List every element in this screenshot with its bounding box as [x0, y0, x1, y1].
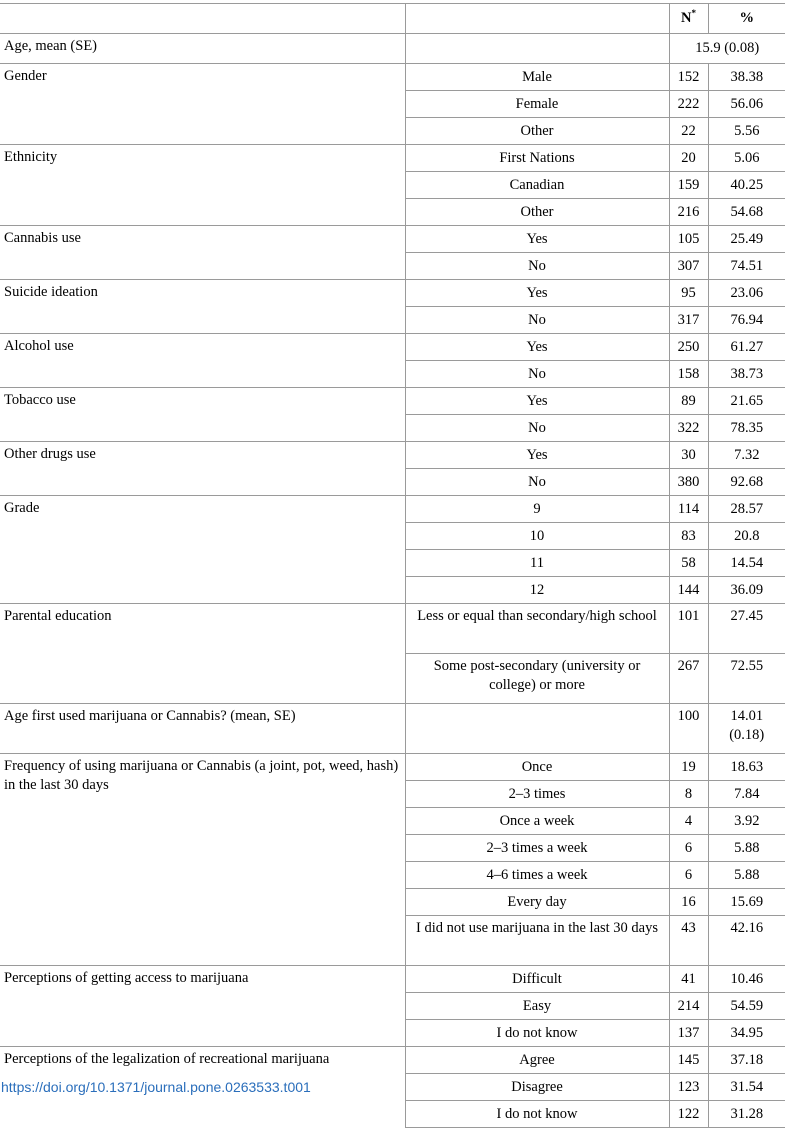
option-cell: 9	[405, 496, 669, 523]
percent-cell: 23.06	[708, 280, 785, 307]
option-cell: Yes	[405, 442, 669, 469]
category-label: Tobacco use	[0, 388, 405, 442]
percent-cell: 31.28	[708, 1101, 785, 1128]
n-cell: 43	[669, 916, 708, 966]
header-row	[0, 4, 785, 34]
n-cell: 8	[669, 781, 708, 808]
option-cell: First Nations	[405, 145, 669, 172]
option-cell: Some post-secondary (university or college) or more	[405, 654, 669, 704]
percent-cell: 37.18	[708, 1047, 785, 1074]
percent-cell: 42.16	[708, 916, 785, 966]
header-blank-cell	[0, 4, 405, 34]
option-cell: Easy	[405, 993, 669, 1020]
n-cell: 250	[669, 334, 708, 361]
percent-cell: 92.68	[708, 469, 785, 496]
table-row	[0, 64, 785, 91]
n-cell: 6	[669, 835, 708, 862]
table-row	[0, 754, 785, 781]
percent-cell: 54.68	[708, 199, 785, 226]
n-cell: 144	[669, 577, 708, 604]
option-cell: 11	[405, 550, 669, 577]
option-cell: 4–6 times a week	[405, 862, 669, 889]
percent-cell: 5.88	[708, 862, 785, 889]
option-cell: Yes	[405, 334, 669, 361]
n-cell: 22	[669, 118, 708, 145]
option-cell: 2–3 times	[405, 781, 669, 808]
n-cell: 100	[669, 704, 708, 754]
percent-cell: 5.06	[708, 145, 785, 172]
option-cell: Other	[405, 118, 669, 145]
category-label: Grade	[0, 496, 405, 604]
table-row	[0, 1047, 785, 1074]
n-cell: 101	[669, 604, 708, 654]
category-label: Perceptions of the legalization of recreational marijuana	[0, 1047, 405, 1128]
n-cell: 222	[669, 91, 708, 118]
option-cell: Yes	[405, 280, 669, 307]
category-label: Age first used marijuana or Cannabis? (mean, SE)	[0, 704, 405, 754]
n-cell: 145	[669, 1047, 708, 1074]
header-pct-cell: %	[708, 4, 785, 34]
option-cell: Disagree	[405, 1074, 669, 1101]
n-cell: 307	[669, 253, 708, 280]
percent-cell: 21.65	[708, 388, 785, 415]
option-cell: Male	[405, 64, 669, 91]
option-cell: Less or equal than secondary/high school	[405, 604, 669, 654]
age-row	[0, 34, 785, 64]
header-n-label: N	[681, 10, 692, 26]
category-label: Ethnicity	[0, 145, 405, 226]
percent-cell: 20.8	[708, 523, 785, 550]
n-cell: 89	[669, 388, 708, 415]
n-cell: 16	[669, 889, 708, 916]
n-cell: 216	[669, 199, 708, 226]
option-cell: Yes	[405, 388, 669, 415]
percent-cell: 14.54	[708, 550, 785, 577]
percent-cell: 15.69	[708, 889, 785, 916]
option-cell: Agree	[405, 1047, 669, 1074]
table-row	[0, 226, 785, 253]
n-cell: 317	[669, 307, 708, 334]
table-row	[0, 496, 785, 523]
percent-cell: 28.57	[708, 496, 785, 523]
table-row	[0, 704, 785, 754]
percent-cell: 5.56	[708, 118, 785, 145]
option-cell: Every day	[405, 889, 669, 916]
n-cell: 19	[669, 754, 708, 781]
option-cell: Yes	[405, 226, 669, 253]
n-cell: 58	[669, 550, 708, 577]
percent-cell: 36.09	[708, 577, 785, 604]
n-cell: 214	[669, 993, 708, 1020]
n-cell: 152	[669, 64, 708, 91]
percent-cell: 10.46	[708, 966, 785, 993]
n-cell: 6	[669, 862, 708, 889]
option-cell	[405, 704, 669, 754]
percent-cell: 56.06	[708, 91, 785, 118]
category-label: Gender	[0, 64, 405, 145]
option-cell: No	[405, 415, 669, 442]
category-label: Alcohol use	[0, 334, 405, 388]
n-cell: 20	[669, 145, 708, 172]
n-cell: 267	[669, 654, 708, 704]
age-label: Age, mean (SE)	[0, 34, 405, 64]
table-row	[0, 280, 785, 307]
percent-cell: 31.54	[708, 1074, 785, 1101]
category-label: Suicide ideation	[0, 280, 405, 334]
option-cell: Canadian	[405, 172, 669, 199]
percent-cell: 54.59	[708, 993, 785, 1020]
option-cell: 10	[405, 523, 669, 550]
percent-cell: 25.49	[708, 226, 785, 253]
n-cell: 122	[669, 1101, 708, 1128]
percent-cell: 14.01 (0.18)	[708, 704, 785, 754]
option-cell: I did not use marijuana in the last 30 days	[405, 916, 669, 966]
percent-cell: 7.32	[708, 442, 785, 469]
percent-cell: 18.63	[708, 754, 785, 781]
n-cell: 105	[669, 226, 708, 253]
header-n-marker: *	[691, 8, 696, 19]
option-cell: No	[405, 253, 669, 280]
percent-cell: 38.73	[708, 361, 785, 388]
percent-cell: 38.38	[708, 64, 785, 91]
percent-cell: 61.27	[708, 334, 785, 361]
table-row	[0, 145, 785, 172]
option-cell: No	[405, 469, 669, 496]
age-value: 15.9 (0.08)	[669, 34, 785, 64]
n-cell: 137	[669, 1020, 708, 1047]
category-label: Other drugs use	[0, 442, 405, 496]
percent-cell: 27.45	[708, 604, 785, 654]
category-label: Frequency of using marijuana or Cannabis (a joint, pot, weed, hash) in the last 30 days	[0, 754, 405, 966]
n-cell: 380	[669, 469, 708, 496]
n-cell: 30	[669, 442, 708, 469]
doi-link[interactable]: https://doi.org/10.1371/journal.pone.0263533.t001	[1, 1079, 311, 1095]
option-cell: Other	[405, 199, 669, 226]
percent-cell: 76.94	[708, 307, 785, 334]
table-row	[0, 966, 785, 993]
header-n-cell	[669, 4, 708, 34]
percent-cell: 74.51	[708, 253, 785, 280]
age-blank-cell	[405, 34, 669, 64]
option-cell: I do not know	[405, 1020, 669, 1047]
percent-cell: 5.88	[708, 835, 785, 862]
option-cell: Difficult	[405, 966, 669, 993]
table-row	[0, 442, 785, 469]
n-cell: 83	[669, 523, 708, 550]
n-cell: 4	[669, 808, 708, 835]
n-cell: 158	[669, 361, 708, 388]
percent-cell: 7.84	[708, 781, 785, 808]
option-cell: I do not know	[405, 1101, 669, 1128]
option-cell: 2–3 times a week	[405, 835, 669, 862]
option-cell: Once	[405, 754, 669, 781]
n-cell: 159	[669, 172, 708, 199]
option-cell: No	[405, 361, 669, 388]
n-cell: 322	[669, 415, 708, 442]
n-cell: 114	[669, 496, 708, 523]
percent-cell: 34.95	[708, 1020, 785, 1047]
table-row	[0, 604, 785, 654]
table-row	[0, 334, 785, 361]
category-label: Cannabis use	[0, 226, 405, 280]
table-row	[0, 388, 785, 415]
n-cell: 95	[669, 280, 708, 307]
percent-cell: 3.92	[708, 808, 785, 835]
option-cell: No	[405, 307, 669, 334]
n-cell: 41	[669, 966, 708, 993]
category-label: Perceptions of getting access to marijuana	[0, 966, 405, 1047]
percent-cell: 78.35	[708, 415, 785, 442]
characteristics-table	[0, 3, 785, 1128]
option-cell: 12	[405, 577, 669, 604]
n-cell: 123	[669, 1074, 708, 1101]
percent-cell: 72.55	[708, 654, 785, 704]
option-cell: Female	[405, 91, 669, 118]
category-label: Parental education	[0, 604, 405, 704]
percent-cell: 40.25	[708, 172, 785, 199]
header-option-cell	[405, 4, 669, 34]
option-cell: Once a week	[405, 808, 669, 835]
